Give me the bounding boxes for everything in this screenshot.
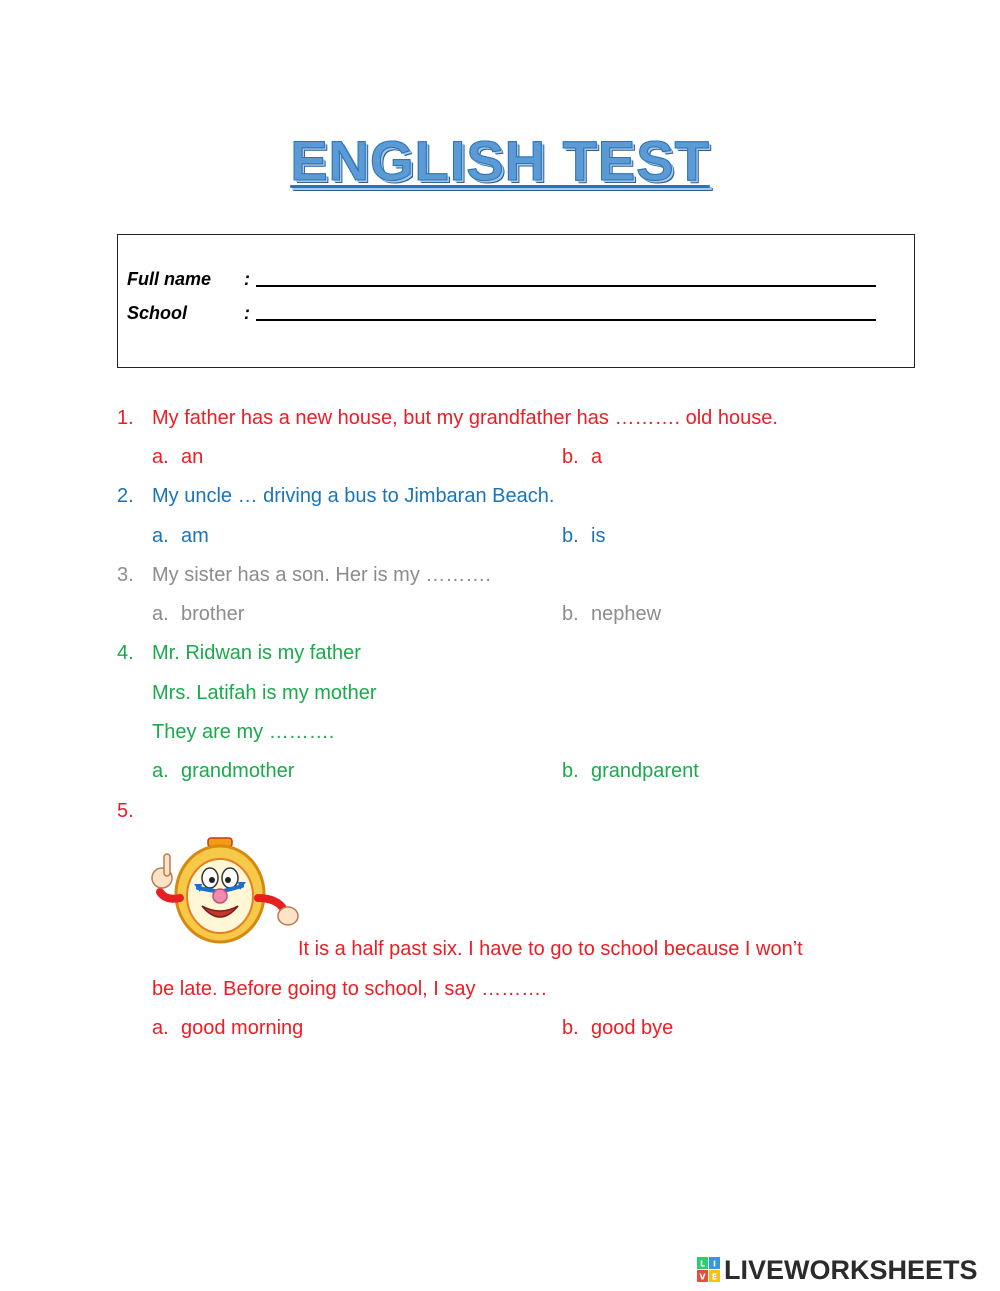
- option-letter: b.: [562, 603, 579, 625]
- option-letter: b.: [562, 446, 579, 468]
- option-text: am: [181, 525, 209, 547]
- option-text: nephew: [591, 603, 662, 625]
- school-field[interactable]: [256, 305, 876, 321]
- badge-letter-v: V: [699, 1272, 706, 1282]
- question-1-option-b[interactable]: [562, 445, 602, 469]
- school-row: [127, 303, 876, 324]
- logo-text: LIVEWORKSHEETS: [724, 1255, 978, 1285]
- question-4-option-b[interactable]: [562, 759, 699, 783]
- option-letter: b.: [562, 760, 579, 782]
- full-name-colon: :: [244, 269, 250, 289]
- cartoon-clock-icon: [150, 836, 300, 944]
- badge-letter-e: E: [711, 1272, 718, 1282]
- option-text: good morning: [181, 1017, 304, 1039]
- student-info-box: [117, 234, 915, 368]
- full-name-row: [127, 269, 876, 290]
- option-letter: a.: [152, 525, 169, 547]
- question-5-number: 5.: [117, 800, 134, 822]
- badge-letter-i: I: [713, 1259, 716, 1269]
- question-1-text: My father has a new house, but my grandfather has ………. old house.: [152, 407, 778, 429]
- option-letter: b.: [562, 1017, 579, 1039]
- question-3-number: 3.: [117, 564, 134, 586]
- option-text: brother: [181, 603, 245, 625]
- badge-letter-l: L: [699, 1259, 706, 1269]
- liveworksheets-badge-icon: [697, 1257, 721, 1283]
- question-3-option-b[interactable]: [562, 602, 661, 626]
- question-3-text: My sister has a son. Her is my ……….: [152, 564, 491, 586]
- school-label: School: [127, 303, 188, 323]
- question-4-text-line-1: Mr. Ridwan is my father: [152, 642, 361, 664]
- question-1-number: 1.: [117, 407, 134, 429]
- school-colon: :: [244, 303, 250, 323]
- option-text: an: [181, 446, 204, 468]
- option-letter: a.: [152, 760, 169, 782]
- question-4-text-line-2: Mrs. Latifah is my mother: [152, 682, 377, 704]
- question-4-number: 4.: [117, 642, 134, 664]
- question-5-text-line-1: It is a half past six. I have to go to school because I won’t: [298, 938, 803, 960]
- question-5-option-a[interactable]: [152, 1016, 303, 1040]
- question-2-text: My uncle … driving a bus to Jimbaran Beach.: [152, 485, 555, 507]
- option-text: good bye: [591, 1017, 674, 1039]
- question-2-number: 2.: [117, 485, 134, 507]
- question-3-option-a[interactable]: [152, 602, 244, 626]
- question-4-text-line-3: They are my ……….: [152, 721, 335, 743]
- question-1-option-a[interactable]: [152, 445, 203, 469]
- question-4-option-a[interactable]: [152, 759, 294, 783]
- option-letter: a.: [152, 446, 169, 468]
- question-5-option-b[interactable]: [562, 1016, 673, 1040]
- option-text: grandparent: [591, 760, 699, 782]
- option-text: a: [591, 446, 603, 468]
- page-title: ENGLISH TEST: [290, 129, 710, 192]
- option-text: grandmother: [181, 760, 295, 782]
- option-letter: a.: [152, 603, 169, 625]
- liveworksheets-logo[interactable]: [697, 1256, 978, 1284]
- question-5-text-line-2: be late. Before going to school, I say ……….: [152, 978, 547, 1000]
- question-2-option-a[interactable]: [152, 524, 209, 548]
- option-text: is: [591, 525, 606, 547]
- option-letter: a.: [152, 1017, 169, 1039]
- option-letter: b.: [562, 525, 579, 547]
- full-name-label: Full name: [127, 269, 212, 289]
- full-name-field[interactable]: [256, 271, 876, 287]
- question-2-option-b[interactable]: [562, 524, 605, 548]
